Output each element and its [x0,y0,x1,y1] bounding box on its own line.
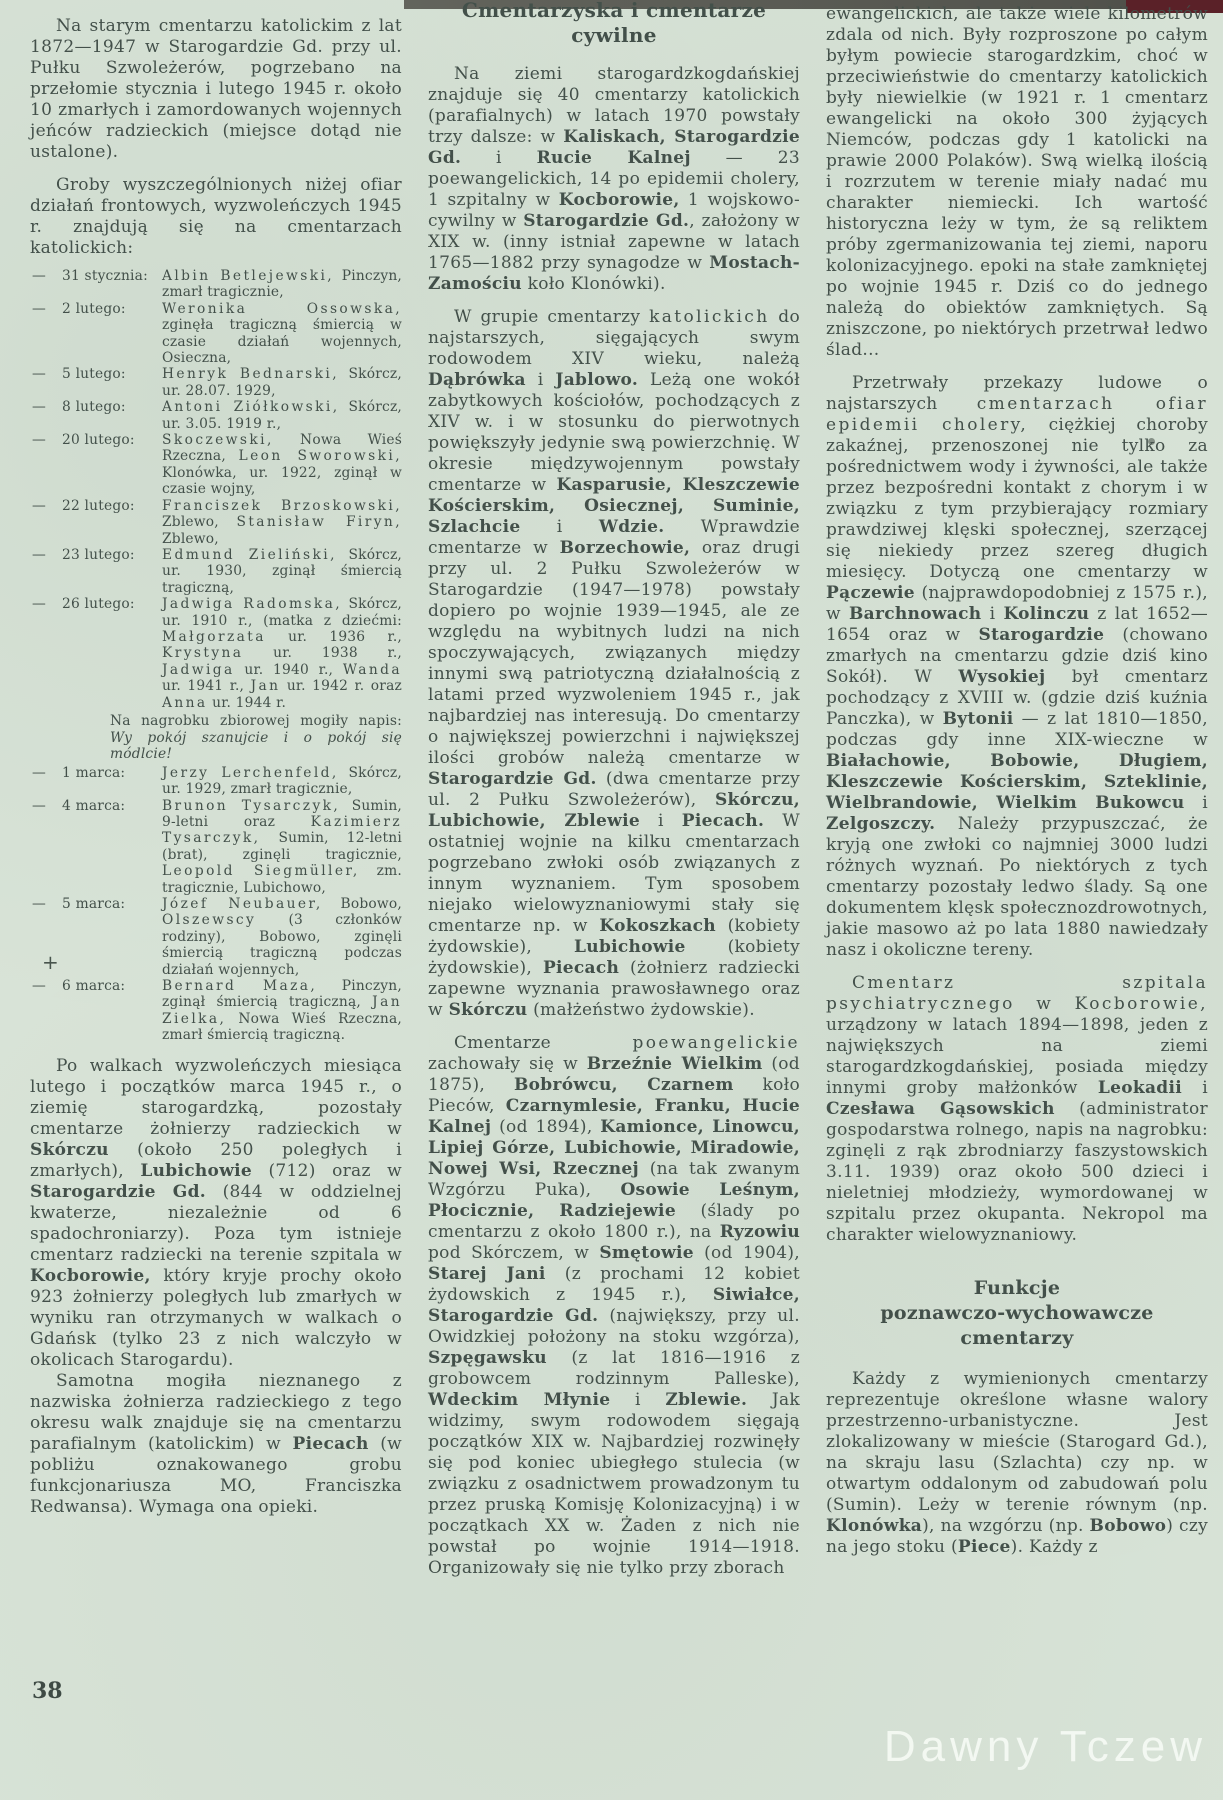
entry-marker: — [32,596,46,613]
catholic-cemeteries-paragraph: W grupie cmentarzy katolickich do najstarszych, sięgających swym rodowodem XIV wieku, należą Dąbrówka i Jablowo. Leżą one wokół zabytkowych kościołów, pochodzących z XIV w. i w stosunku do pierwotnych powiększyły jedynie swą powierzchnię. W okresie międzywojennym powstały cmentarze w Kasparusie, Kleszczewie Kościerskim, Osiecznej, Suminie, Szlachcie i Wdzie. Wprawdzie cmentarze w Borzechowie, oraz drugi przy ul. 2 Pułku Szwoleżerów w Starogardzie (1947—1978) powstały dopiero po wojnie 1939—1945, ale ze względu na wybitnych ludzi na nich spoczywających, związanych między innymi swą patriotyczną działalnością z latami przed wyzwoleniem 1945 r., jak najbardziej nas interesują. Do cmentarzy o największej powierzchni i największej ilości grobów należą cmentarze w Starogardzie Gd. (dwa cmentarze przy ul. 2 Pułku Szwoleżerów), Skórczu, Lubichowie, Zblewie i Piecach. W ostatniej wojnie na kilku cmentarzach pogrzebano zwłoki osób związanych z innym wyznaniem. Tym sposobem niejako wielowyznaniowymi stały się cmentarze np. w Kokoszkach (kobiety żydowskie), Lubichowie (kobiety żydowskie), Piecach (żołnierz radziecki zapewne wyznania prawosławnego oraz w Skórczu (małżeństwo żydowskie). [428,307,801,1020]
entry-marker: — [32,366,46,383]
entry-date: 23 lutego: [62,546,135,563]
graves-list-intro: Groby wyszczególnionych niżej ofiar działań frontowych, wyzwoleńczych 1945 r. znajdują się na cmentarzach katolickich: [30,175,402,258]
entry-marker: — [32,797,46,814]
section-title-line2: cywilne [571,23,657,47]
margin-plus-mark: + [42,950,59,974]
entry-date: 6 marca: [62,978,126,995]
casualty-entry [30,268,402,301]
entry-date: 5 marca: [62,896,126,912]
entry-text: Skoczewski, Nowa Wieś Rzeczna, Leon Sworowski, Klonówka, ur. 1922, zginął w czasie wojny, [162,432,402,498]
entry-text: Franciszek Brzoskowski, Zblewo, Stanisław Firyn, Zblewo, [162,497,402,547]
evangelical-cemeteries-paragraph: Cmentarze poewangelickie zachowały się w Brzeźnie Wielkim (od 1875), Bobrówcu, Czarnem koło Pieców, Czarnymlesie, Franku, Hucie Kalnej (od 1894), Kamionce, Linowcu, Lipiej Górze, Lubichowie, Miradowie, Nowej Wsi, Rzecznej (na tak zwanym Wzgórzu Puka), Osowie Leśnym, Płocicznie, Radziejewie (ślady po cmentarzu z około 1800 r.), na Ryzowiu pod Skórczem, w Smętowie (od 1904), Starej Jani (z prochami 12 kobiet żydowskich z 1945 r.), Siwiałce, Starogardzie Gd. (największy, przy ul. Owidzkiej położony na stoku wzgórza), Szpęgawsku (z lat 1816—1916 z grobowcem rodzinnym Palleske), Wdeckim Młynie i Zblewie. Jak widzimy, swym rodowodem sięgają początków XIX w. Najbardziej rozwinęły się pod koniec ubiegłego stulecia (w związku z osadnictwem prowadzonym tu przez pruską Komisję Kolonizacyjną) i w początkach XX w. Żaden z nich nie powstał po wojnie 1914—1918. Organizowały się nie tylko przy zborach [428,1033,801,1578]
section-heading-line1: Funkcje [973,1277,1061,1299]
entry-text: Jadwiga Radomska, Skórcz, ur. 1910 r., (matka z dziećmi: Małgorzata ur. 1936 r., Krystyna ur. 1938 r., Jadwiga ur. 1940 r., Wanda ur. 1941 r., Jan ur. 1942 r. oraz Anna ur. 1944 r. [162,596,402,711]
entry-marker: — [32,978,46,995]
entry-text: Albin Betlejewski, Pinczyn, zmarł tragicznie, [162,268,402,301]
entry-date: 4 marca: [62,797,126,814]
entry-marker: — [32,546,46,563]
section-heading [826,1276,1208,1351]
entry-text: Bernard Maza, Pinczyn, zginął śmiercią tragiczną, Jan Zielka, Nowa Wieś Rzeczna, zmarł śmiercią tragiczną. [162,978,402,1044]
entry-marker: — [32,268,46,284]
entry-date: 8 lutego: [62,399,126,416]
section-title [428,0,800,48]
casualty-entry [30,978,402,1044]
casualty-entry [30,366,402,399]
section-title-line1: Cmentarzyska i cmentarze [461,0,767,22]
left-column [30,16,402,1518]
overview-paragraph: Na ziemi starogardzkogdańskiej znajduje się 40 cmentarzy katolickich (parafialnych) w latach 1970 powstały trzy dalsze: w Kaliskach, Starogardzie Gd. i Rucie Kalnej — 23 poewangelickich, 14 po epidemii cholery, 1 szpitalny w Kocborowie, 1 wojskowo-cywilny w Starogardzie Gd., założony w XIX w. (inny istniał zapewne w latach 1765—1882 przy synagodze w Mostach-Zamościu koło Klonówki). [428,64,800,294]
entry-date: 5 lutego: [62,366,126,383]
entry-date: 31 stycznia: [62,268,148,284]
intro-paragraph: Na starym cmentarzu katolickim z lat 1872—1947 w Starogardzie Gd. przy ul. Pułku Szwoleżerów, pogrzebano na przełomie stycznia i lutego 1945 r. około 10 zmarłych i zamordowanych wojennych jeńców radzieckich (miejsce dotąd nie ustalone). [30,16,402,162]
casualty-list [30,268,402,1044]
page-number: 38 [32,1678,63,1704]
entry-marker: — [32,399,46,416]
post-battle-paragraph: Po walkach wyzwoleńczych miesiąca lutego i początków marca 1945 r., o ziemię starogardzką, pozostały cmentarze żołnierzy radzieckich w Skórczu (około 250 poległych i zmarłych), Lubichowie (712) oraz w Starogardzie Gd. (844 w oddzielnej kwaterze, niezależnie od 6 spadochroniarzy). Poza tym istnieje cmentarz radziecki na terenie szpitala w Kocborowie, który kryje prochy około 923 żołnierzy poległych lub zmarłych w wyniku ran otrzymanych w walkach o Gdańsk (tylko 23 z nich walczyło w okolicach Starogardu). [30,1055,402,1370]
right-column [826,4,1208,1558]
entry-text: Jerzy Lerchenfeld, Skórcz, ur. 1929, zmarł tragicznie, [162,764,402,798]
casualty-entry [30,596,402,711]
cholera-cemeteries-paragraph: Przetrwały przekazy ludowe o najstarszych cmentarzach ofiar epidemii cholery, ciężkiej choroby zakaźnej, przenoszonej nie tylko za pośrednictwem wody i żywności, ale także przez bezpośredni kontakt z chorym i w związku z tym przybierający rozmiary prawdziwej klęski społecznej, szerzącej się niekiedy przez szereg długich miesięcy. Dotyczą one cmentarzy w Pączewie (najprawdopodobniej z 1575 r.), w Barchnowach i Kolinczu z lat 1652—1654 oraz w Starogardzie (chowano zmarłych na cmentarzu gdzie dziś kino Sokół). W Wysokiej był cmentarz pochodzący z XVIII w. (gdzie dziś kuźnia Panczka), w Bytonii — z lat 1810—1850, podczas gdy inne XIX-wieczne w Białachowie, Bobowie, Długiem, Kleszczewie Kościerskim, Szteklinie, Wielbrandowie, Wielkim Bukowcu i Zelgoszczy. Należy przypuszczać, że kryją one zwłoki co najmniej 3000 ludzi różnych wyznań. Po niektórych z tych cmentarzy pozostały ledwo ślady. Są one dokumentem klęsk społecznozdrowotnych, jakie masowo aż po lata 1880 nawiedzały nasz i okoliczne tereny. [826,373,1209,960]
hospital-cemetery-paragraph: Cmentarz szpitala psychiatrycznego w Kocborowie, urządzony w latach 1894—1898, jeden z największych na ziemi starogardzkogdańskiej, posiada między innymi groby małżonków Leokadii i Czesława Gąsowskich (administrator gospodarstwa rolnego, napis na nagrobku: zginęli z rąk zbrodniarzy faszystowskich 3.11. 1939) oraz około 500 dzieci i nieletniej młodzieży, wymordowanej w szpitalu przez okupanta. Nekropol ma charakter wielowyznaniowy. [826,973,1208,1245]
entry-marker: — [32,300,46,317]
lone-grave-paragraph: Samotna mogiła nieznanego z nazwiska żołnierza radzieckiego z tego okresu walk znajduje się na cmentarzu parafialnym (katolickim) w Piecach (w pobliżu oznakowanego grobu funkcjonariusza MO, Franciszka Redwansa). Wymaga ona opieki. [30,1370,402,1517]
entry-marker: — [32,896,46,912]
casualty-entry [30,896,402,978]
entry-date: 20 lutego: [62,432,135,449]
casualty-entry [30,399,402,432]
casualty-entry [30,798,402,896]
casualty-entry [30,432,402,498]
watermark: Dawny Tczew [883,1722,1207,1771]
casualty-entry [30,498,402,547]
casualty-entry [30,547,402,596]
entry-marker: — [32,432,46,449]
entry-date: 1 marca: [62,764,126,781]
entry-text: Weronika Ossowska, zginęła tragiczną śmiercią w czasie działań wojennych, Osieczna, [162,300,402,367]
entry-text: Edmund Zieliński, Skórcz, ur. 1930, zginął śmiercią tragiczną, [162,546,402,596]
entry-date: 2 lutego: [62,300,126,317]
evangelical-continuation-paragraph: ewangelickich, ale także wiele kilometrów zdala od nich. Były rozproszone po całym byłym powiecie starogardzkim, choć w przeciwieństwie do cmentarzy katolickich były niewielkie (w 1921 r. 1 cmentarz ewangelicki na około 300 żyjących Niemców, podczas gdy 1 katolicki na prawie 2000 Polaków). Swą wielką ilością i rozrzutem w terenie miały nadać mu charakter niemiecki. Ich wartość historyczna leży w tym, że są reliktem próby zgermanizowania tej ziemi, naporu kolonizacyjnego. epoki na stałe zamkniętej po wojnie 1945 r. Dziś co do jednego należą do obiektów zamkniętych. Są zniszczone, po niektórych przetrwał ledwo ślad... [826,4,1208,360]
entry-text: Józef Neubauer, Bobowo, Olszewscy (3 członków rodziny), Bobowo, zginęli śmiercią tragiczną podczas działań wojennych, [162,896,402,978]
casualty-entry [30,765,402,798]
entry-marker: — [32,764,46,781]
casualty-entry [30,301,402,367]
middle-column [428,0,800,1579]
entry-text: Antoni Ziółkowski, Skórcz, ur. 3.05. 1919 r., [162,399,402,432]
entry-date: 26 lutego: [62,596,135,613]
section-heading-line3: cmentarzy [960,1327,1074,1349]
entry-text: Henryk Bednarski, Skórcz, ur. 28.07. 1929, [162,366,402,399]
entry-text: Brunon Tysarczyk, Sumin, 9-letni oraz Kazimierz Tysarczyk, Sumin, 12-letni (brat), zginęli tragicznie, Leopold Siegmüller, zm. tragicznie, Lubichowo, [162,797,402,896]
entry-marker: — [32,497,46,514]
section-heading-line2: poznawczo-wychowawcze [880,1302,1154,1324]
grave-inscription-note: Na nagrobku zbiorowej mogiły napis: Wy pokój szanujcie i o pokój się módlcie! [110,712,402,763]
entry-date: 22 lutego: [62,497,135,514]
functions-paragraph: Każdy z wymienionych cmentarzy reprezentuje określone własne walory przestrzenno-urbanistyczne. Jest zlokalizowany w mieście (Starogard Gd.), na skraju lasu (Szlachta) czy np. w otwartym oddalonym od zabudowań polu (Sumin). Leży w terenie równym (np. Klonówka), na wzgórzu (np. Bobowo) czy na jego stoku (Piece). Każdy z [826,1369,1208,1557]
